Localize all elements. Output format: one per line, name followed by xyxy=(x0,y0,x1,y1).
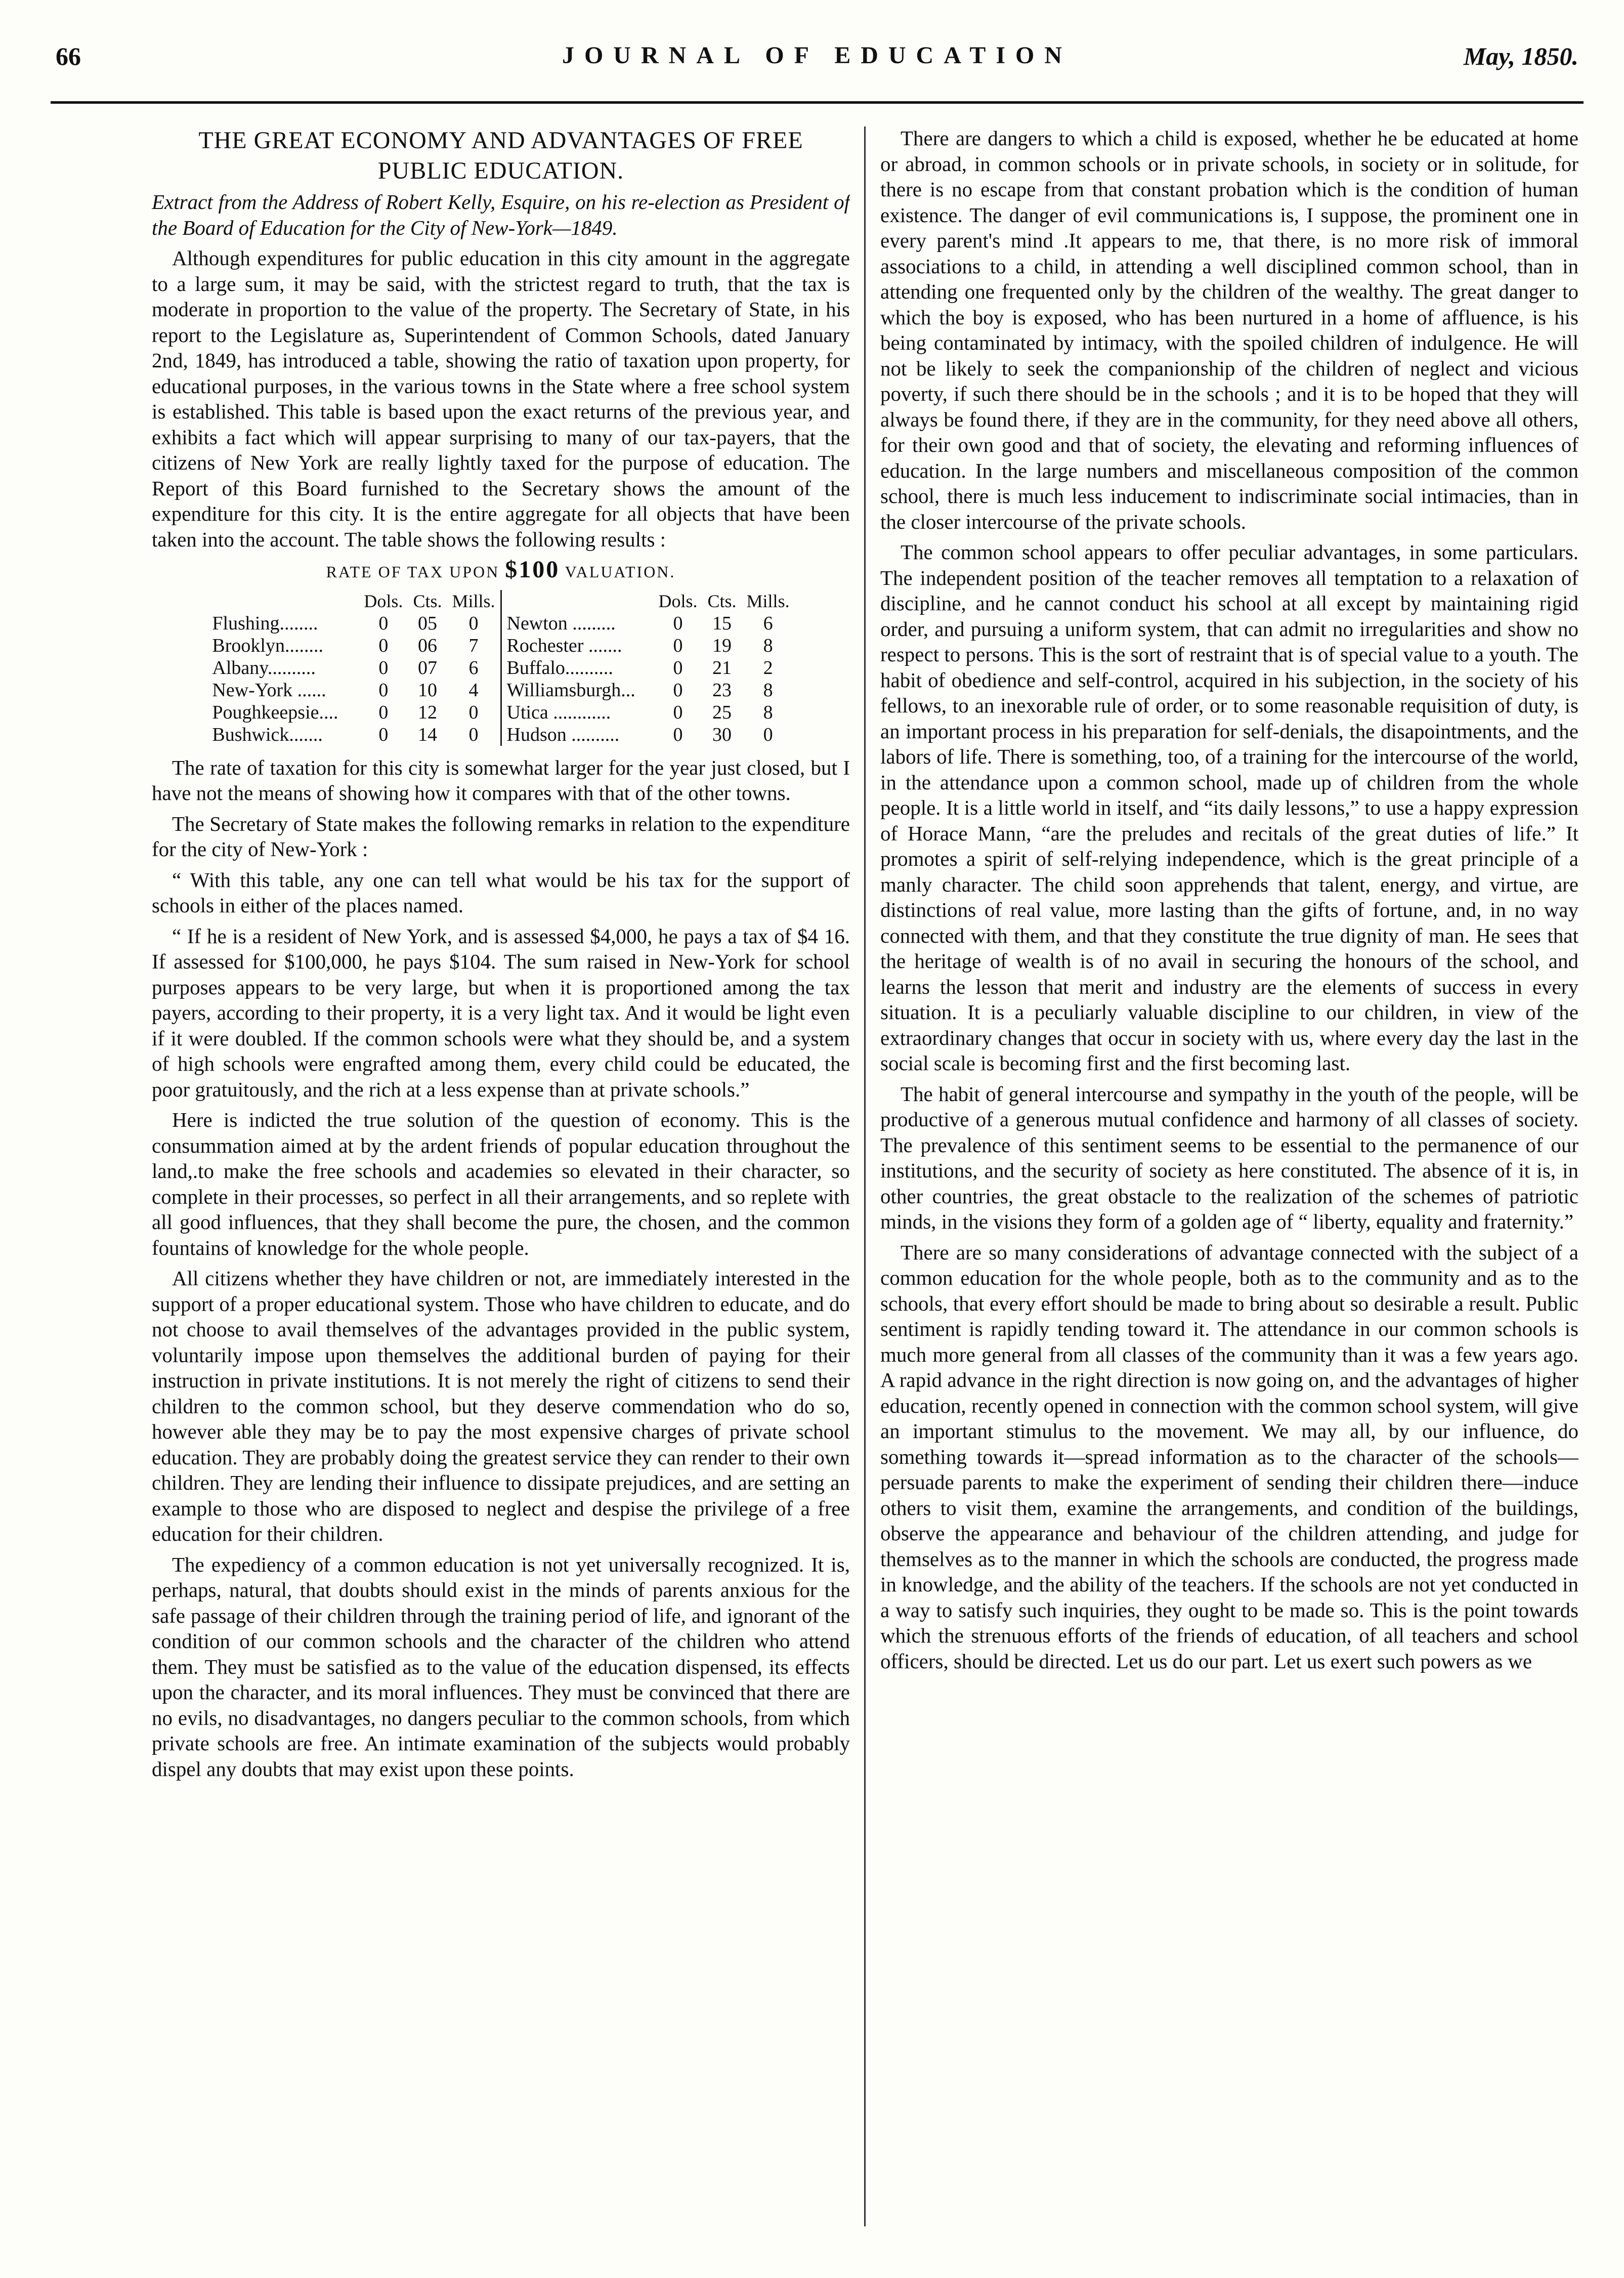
rate-cell: 25 xyxy=(712,701,732,723)
header-rule xyxy=(51,101,1584,104)
table-row xyxy=(207,724,501,746)
header-dols: Dols. xyxy=(364,590,403,611)
article-title: THE GREAT ECONOMY AND ADVANTAGES OF FREE PUBLIC EDUCATION. xyxy=(198,127,803,184)
town-cell: Bushwick....... xyxy=(212,724,323,745)
tax-table-title-pre: RATE OF TAX UPON xyxy=(326,563,500,581)
rate-cell: 0 xyxy=(378,679,389,701)
paragraph: There are so many considerations of advantage connected with the subject of a common education for the whole people, both as to the community and as to the schools, that every effort should be made to bring about so desirable a result. Public sentiment is rapidly tending toward it. The attendance in our common schools is much more general from all classes of the community than it was a few years ago. A rapid advance in the right direction is now going on, and the advantages of higher education, recently opened in connection with the common school system, will give an important stimulus to the movement. We may all, by our influence, do something towards it—spread information as to the character of the schools—persuade parents to make the experiment of sending their children there—induce others to visit them, examine the arrangements, and condition of the buildings, observe the appearance and behaviour of the children attending, and judge for themselves as to the manner in which the schools are conducted, the progress made in knowledge, and the ability of the teachers. If the schools are not yet conducted in a way to satisfy such inquiries, they ought to be made so. This is the point towards which the strenuous efforts of the friends of education, of all teachers and school officers, should be directed. Let us do our part. Let us exert such powers as we xyxy=(880,1240,1578,1673)
left-paragraphs-b xyxy=(152,755,850,1782)
rate-cell: 0 xyxy=(378,635,389,656)
paragraph: The rate of taxation for this city is somewhat larger for the year just closed, but I have not the means of showing how it compares with that of the other towns. xyxy=(152,755,850,805)
table-row xyxy=(207,701,501,724)
left-column xyxy=(152,125,850,2230)
page-number: 66 xyxy=(56,42,81,70)
town-cell: Flushing........ xyxy=(212,612,318,634)
paragraph: There are dangers to which a child is exposed, whether he be educated at home or abroad, in common schools or in private schools, in society or in solitude, for there is no escape from that constant probation which is the condition of human existence. The danger of evil communications is, I suppose, the prominent one in every parent's mind .It appears to me, that there, is no more risk of immoral associations to a child, in attending a well disciplined common school, than in attending one frequented only by the children of the wealthy. The great danger to which the boy is exposed, who has been nurtured in a home of affluence, is his being contaminated by intimacy, with the spoiled children of indulgence. He will not be likely to seek the companionship of the children of neglect and vicious poverty, if such there should be in the schools ; and it is to be hoped that they will always be found there, if they are in the community, for they need above all others, for their own good and that of society, the elevating and reforming influences of education. In the large numbers and miscellaneous composition of the common school, there is much less inducement to indiscriminate social intimacies, than in the closer intercourse of the private schools. xyxy=(880,126,1578,533)
table-row xyxy=(207,657,501,679)
town-cell: New-York ...... xyxy=(212,679,326,701)
rate-cell: 8 xyxy=(763,679,773,701)
tax-table-left xyxy=(207,590,501,746)
paragraph: The habit of general intercourse and sympathy in the youth of the people, will be productive of a generous mutual confidence and harmony of all classes of society. The prevalence of this sentiment seems to be essential to the permanence of our institutions, and the security of society as here constituted. The absence of it is, in other countries, the great obstacle to the realization of the schemes of patriotic minds, in the visions they form of a golden age of “ liberty, equality and fraternity.” xyxy=(880,1082,1578,1233)
column-divider xyxy=(864,126,866,2226)
table-row xyxy=(207,679,501,701)
paragraph: The expediency of a common education is not yet universally recognized. It is, perhaps, natural, that doubts should exist in the minds of parents anxious for the safe passage of their children through the training period of life, and ignorant of the condition of our common schools and the character of the children who attend them. They must be satisfied as to the value of the education dispensed, its effects upon the character, and its moral influences. They must be convinced that there are no evils, no disadvantages, no dangers peculiar to the common schools, from which private schools are free. An intimate examination of the subjects would probably dispel any doubts that may exist upon these points. xyxy=(152,1552,850,1781)
rate-cell: 05 xyxy=(417,612,437,634)
town-cell: Williamsburgh... xyxy=(506,679,635,701)
table-row xyxy=(502,679,795,701)
header-town xyxy=(502,590,654,612)
paragraph: The common school appears to offer peculiar advantages, in some particulars. The independent position of the teacher removes all temptation to a relaxation of discipline, and he cannot conduct his school at all except by maintaining rigid order, and pursuing a uniform system, that can admit no irregularities and show no respect to persons. This is the sort of restraint that is of special value to a youth. The habit of obedience and self-control, acquired in his subjection, in the society of his fellows, to an inexorable rule of order, or to some reasonable requisition of duty, is an important process in his preparation for self-denials, the disapointments, and the labors of life. There is something, too, of a training for the intercourse of the world, in the attendance upon a common school, made up of children from the whole people. It is a little world in itself, and “its daily lessons,” to use a happy expression of Horace Mann, “are the preludes and recitals of the great duties of life.” It promotes a spirit of self-relying independence, which is the great principle of a manly character. The child soon apprehends that talent, energy, and virtue, are distinctions of real value, more lasting than the gifts of fortune, and, in no way connected with them, and that they constitute the true dignity of man. He sees that the heritage of wealth is of no avail in securing the honours of the school, and learns the lesson that merit and industry are the elements of success in every situation. It is a peculiarly valuable discipline to our children, in view of the extraordinary changes that occur in society with us, where every day the last in the social scale is becoming first and the first becoming last. xyxy=(880,540,1578,1075)
town-cell: Hudson .......... xyxy=(506,724,620,745)
rate-cell: 0 xyxy=(673,612,683,634)
town-cell: Albany.......... xyxy=(212,657,316,679)
table-row xyxy=(207,635,501,657)
town-cell: Poughkeepsie.... xyxy=(212,701,338,723)
rate-cell: 0 xyxy=(673,679,683,701)
rate-cell: 23 xyxy=(712,679,732,701)
rate-cell: 8 xyxy=(763,701,773,723)
rate-cell: 4 xyxy=(468,679,479,701)
rate-cell: 14 xyxy=(417,724,437,745)
rate-cell: 7 xyxy=(468,635,479,656)
rate-cell: 6 xyxy=(468,657,479,679)
rate-cell: 0 xyxy=(378,657,389,679)
paragraph: “ If he is a resident of New York, and is assessed $4,000, he pays a tax of $4 16. If assessed for $100,000, he pays $104. The sum raised in New-York for school purposes appears to be very large, but when it is proportioned among the tax payers, according to their property, it is a very light tax. And it would be light even if it were doubled. If the common schools were what they should be, and a system of high schools were engrafted among them, every child could be educated, the poor gratuitously, and the rich at a less expense than at private schools.” xyxy=(152,924,850,1101)
rate-cell: 12 xyxy=(417,701,437,723)
rate-cell: 6 xyxy=(763,612,773,634)
paragraph: Here is indicted the true solution of the question of economy. This is the consummation aimed at by the ardent friends of popular education throughout the land,.to make the free schools and academies so elevated in their character, so complete in their processes, so perfect in all their arrangements, and so replete with all good influences, that they shall become the pure, the chosen, and the common fountains of knowledge for the whole people. xyxy=(152,1108,850,1259)
paragraph: “ With this table, any one can tell what would be his tax for the support of schools in either of the places named. xyxy=(152,868,850,917)
journal-title: JOURNAL OF EDUCATION xyxy=(562,42,1073,69)
rate-cell: 15 xyxy=(712,612,732,634)
rate-cell: 0 xyxy=(673,701,683,723)
town-cell: Utica ............ xyxy=(506,701,611,723)
rate-cell: 0 xyxy=(468,724,479,745)
table-row xyxy=(502,724,795,746)
table-row xyxy=(502,635,795,657)
rate-cell: 0 xyxy=(673,724,683,745)
table-row xyxy=(502,701,795,724)
town-cell: Brooklyn........ xyxy=(212,635,323,656)
tax-table-title-amount: $100 xyxy=(505,556,560,583)
town-cell: Rochester ....... xyxy=(506,635,622,656)
issue-date: May, 1850. xyxy=(1463,42,1578,70)
rate-cell: 0 xyxy=(378,612,389,634)
table-row xyxy=(502,612,795,635)
tax-table xyxy=(152,590,850,746)
page-header xyxy=(51,41,1584,72)
rate-cell: 30 xyxy=(712,724,732,745)
rate-cell: 07 xyxy=(417,657,437,679)
header-mills: Mills. xyxy=(452,590,495,611)
rate-cell: 0 xyxy=(763,724,773,745)
rate-cell: 0 xyxy=(378,724,389,745)
tax-table-title-post: VALUATION. xyxy=(565,563,676,581)
article-extract: Extract from the Address of Robert Kelly, Esquire, on his re-election as President of the Board of Education for the City of New-York—1849. xyxy=(152,190,850,239)
rate-cell: 0 xyxy=(468,701,479,723)
table-row xyxy=(502,657,795,679)
town-cell: Buffalo.......... xyxy=(506,657,613,679)
rate-cell: 0 xyxy=(378,701,389,723)
paragraph: All citizens whether they have children or not, are immediately interested in the support of a proper educational system. Those who have children to educate, and do not choose to avail themselves of the advantages provided in the public system, voluntarily impose upon themselves the additional burden of paying for their instruction in private institutions. It is not merely the right of citizens to send their children to the common school, but they deserve commendation who do so, however able they may be to pay the most expensive charges of private school education. They are probably doing the greatest service they can render to their own children. They are lending their influence to dissipate prejudices, and are setting an example to those who are disposed to neglect and despise the privilege of a free education for their children. xyxy=(152,1267,850,1545)
header-cts: Cts. xyxy=(707,590,737,611)
rate-cell: 8 xyxy=(763,635,773,656)
header-dols: Dols. xyxy=(658,590,698,611)
rate-cell: 0 xyxy=(673,657,683,679)
tax-table-title xyxy=(152,557,850,585)
paragraph: The Secretary of State makes the following remarks in relation to the expenditure for the city of New-York : xyxy=(152,812,850,861)
paragraph: Although expenditures for public education in this city amount in the aggregate to a large sum, it may be said, with the strictest regard to truth, that the tax is moderate in proportion to the value of the property. The Secretary of State, in his report to the Legislature as, Superintendent of Common Schools, dated January 2nd, 1849, has introduced a table, showing the ratio of taxation upon property, for educational purposes, in the various towns in the State where a free school system is established. This table is based upon the exact returns of the previous year, and exhibits a fact which will appear surprising to many of our tax-payers, that the citizens of New York are really lightly taxed for the purpose of education. The Report of this Board furnished to the Secretary shows the amount of the expenditure for this city. It is the entire aggregate for all objects that have been taken into the account. The table shows the following results : xyxy=(152,246,850,551)
header-cts: Cts. xyxy=(413,590,442,611)
rate-cell: 21 xyxy=(712,657,732,679)
tax-table-right xyxy=(502,590,795,746)
rate-cell: 06 xyxy=(417,635,437,656)
rate-cell: 0 xyxy=(468,612,479,634)
table-row xyxy=(207,612,501,635)
rate-cell: 0 xyxy=(673,635,683,656)
rate-cell: 19 xyxy=(712,635,732,656)
right-column xyxy=(880,125,1578,2230)
header-town xyxy=(207,590,359,612)
rate-cell: 2 xyxy=(763,657,773,679)
right-paragraphs xyxy=(880,125,1578,1674)
town-cell: Newton ......... xyxy=(506,612,616,634)
header-mills: Mills. xyxy=(746,590,790,611)
left-paragraphs-a xyxy=(152,245,850,552)
rate-cell: 10 xyxy=(417,679,437,701)
